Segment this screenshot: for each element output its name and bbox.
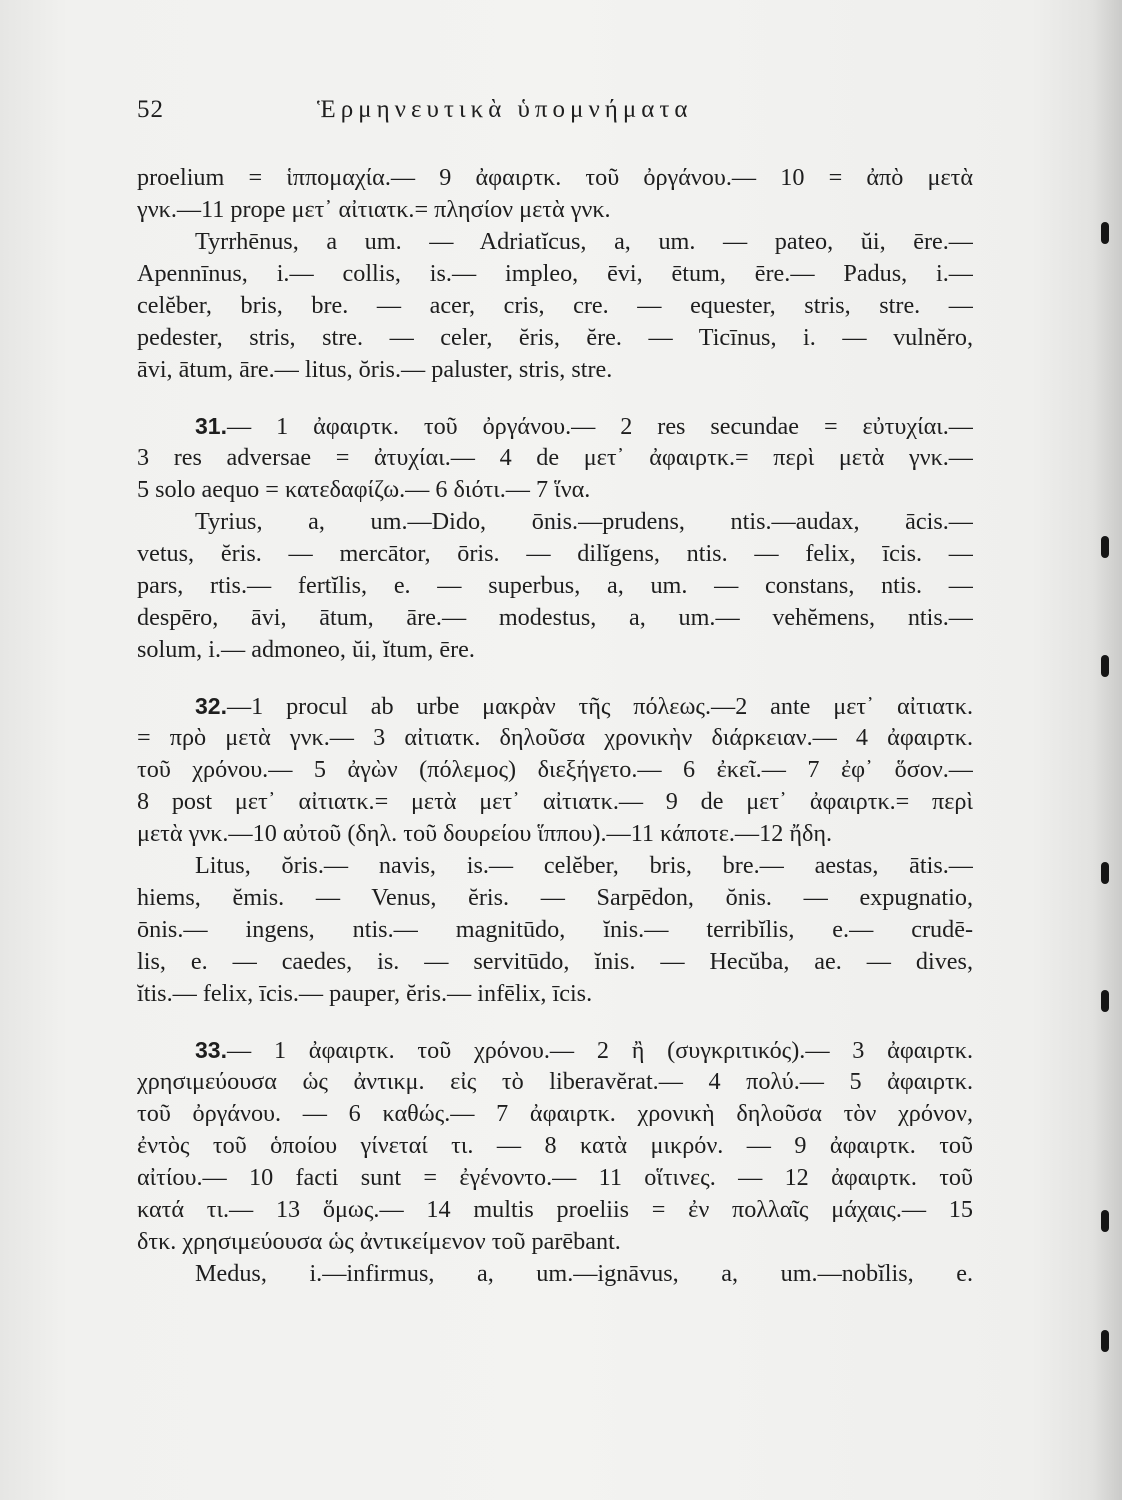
page-number: 52 [137,96,164,123]
vocab-line: pedester, stris, stre. — celer, ĕris, ĕre. — Ticīnus, i. — vulnĕro, [137,324,973,351]
text-line: τοῦ χρόνου.— 5 ἀγὼν (πόλεμος) διεξήγετο.— 6 ἐκεῖ.— 7 ἐφ᾽ ὅσον.— [137,756,973,783]
binding-hole-mark [1101,862,1109,884]
vocab-line: Tyrrhēnus, a um. — Adriatĭcus, a, um. — pateo, ŭi, ēre.— [195,228,973,255]
vocab-line: hiems, ĕmis. — Venus, ĕris. — Sarpēdon, ŏnis. — expugnatio, [137,884,973,911]
text-line: ἐντὸς τοῦ ὁποίου γίνεταί τι. — 8 κατὰ μικρόν. — 9 ἀφαιρτκ. τοῦ [137,1132,973,1159]
binding-hole-mark [1101,1210,1109,1232]
vocab-line: Medus, i.—infirmus, a, um.—ignāvus, a, um.—nobĭlis, e. [195,1260,973,1287]
vocab-line: ĭtis.— felix, īcis.— pauper, ĕris.— infēlix, īcis. [137,980,593,1007]
section-number: 33. [195,1037,227,1063]
section-gap [137,666,973,690]
running-title: Ἑρμηνευτικὰ ὑπομνήματα [317,96,693,123]
vocab-line: Apennīnus, i.— collis, is.— impleo, ēvi, ētum, ēre.— Padus, i.— [137,260,973,287]
text-line: κατά τι.— 13 ὅμως.— 14 multis proeliis = ἐν πολλαῖς μάχαις.— 15 [137,1196,973,1223]
vocab-line: āvi, ātum, āre.— litus, ŏris.— paluster, stris, stre. [137,356,613,383]
vocab-line: celĕber, bris, bre. — acer, cris, cre. — equester, stris, stre. — [137,292,973,319]
section-gap [137,386,973,410]
text-line: τοῦ ὀργάνου. — 6 καθώς.— 7 ἀφαιρτκ. χρονικὴ δηλοῦσα τὸν χρόνον, [137,1100,973,1127]
section-first-line [137,410,973,442]
section-31 [137,410,973,666]
section-30-continuation [137,162,973,386]
section-32 [137,690,973,1010]
page-body [137,162,973,1422]
section-first-line [137,1034,973,1066]
vocab-line: pars, rtis.— fertĭlis, e. — superbus, a, um. — constans, ntis. — [137,572,973,599]
text-line: χρησιμεύουσα ὡς ἀντικμ. εἰς τὸ liberavĕrat.— 4 πολύ.— 5 ἀφαιρτκ. [137,1068,973,1095]
section-first-line-text: — 1 ἀφαιρτκ. τοῦ ὀργάνου.— 2 res secundae = εὐτυχίαι.— [226,413,973,440]
text-line: αἰτίου.— 10 facti sunt = ἐγένοντο.— 11 οἵτινες. — 12 ἀφαιρτκ. τοῦ [137,1164,973,1191]
section-33 [137,1034,973,1290]
text-line: proelium = ἱππομαχία.— 9 ἀφαιρτκ. τοῦ ὀργάνου.— 10 = ἀπὸ μετὰ [137,164,973,191]
text-line: γνκ.—11 prope μετ᾽ αἰτιατκ.= πλησίον μετὰ γνκ. [137,196,611,223]
vocab-line: solum, i.— admoneo, ŭi, ĭtum, ēre. [137,636,475,663]
binding-hole-mark [1101,990,1109,1012]
text-line: 8 post μετ᾽ αἰτιατκ.= μετὰ μετ᾽ αἰτιατκ.— 9 de μετ᾽ ἀφαιρτκ.= περὶ [137,788,973,815]
section-gap [137,1010,973,1034]
binding-hole-mark [1101,222,1109,244]
text-line: = πρὸ μετὰ γνκ.— 3 αἰτιατκ. δηλοῦσα χρονικὴν διάρκειαν.— 4 ἀφαιρτκ. [137,724,973,751]
page-header [137,96,967,132]
text-line: 3 res adversae = ἀτυχίαι.— 4 de μετ᾽ ἀφαιρτκ.= περὶ μετὰ γνκ.— [137,444,973,471]
section-number: 32. [195,693,227,719]
vocab-line: Tyrius, a, um.—Dido, ōnis.—prudens, ntis.—audax, ācis.— [195,508,973,535]
binding-hole-mark [1101,1330,1109,1352]
section-first-line [137,690,973,722]
vocab-line: despēro, āvi, ātum, āre.— modestus, a, um.— vehĕmens, ntis.— [137,604,973,631]
binding-hole-mark [1101,655,1109,677]
section-first-line-text: — 1 ἀφαιρτκ. τοῦ χρόνου.— 2 ἢ (συγκριτικός).— 3 ἀφαιρτκ. [226,1037,973,1064]
text-line: μετὰ γνκ.—10 αὐτοῦ (δηλ. τοῦ δουρείου ἵππου).—11 κάποτε.—12 ἤδη. [137,820,833,847]
section-first-line-text: —1 procul ab urbe μακρὰν τῆς πόλεως.—2 ante μετ᾽ αἰτιατκ. [226,693,973,720]
vocab-line: Litus, ŏris.— navis, is.— celĕber, bris, bre.— aestas, ātis.— [195,852,973,879]
vocab-line: vetus, ĕris. — mercātor, ōris. — dilĭgens, ntis. — felix, īcis. — [137,540,973,567]
vocab-line: ōnis.— ingens, ntis.— magnitūdo, ĭnis.— terribĭlis, e.— crudē- [137,916,973,943]
text-line: δτκ. χρησιμεύουσα ὡς ἀντικείμενον τοῦ parēbant. [137,1228,621,1255]
vocab-line: lis, e. — caedes, is. — servitūdo, ĭnis. — Hecŭba, ae. — dives, [137,948,973,975]
binding-hole-mark [1101,536,1109,558]
section-number: 31. [195,413,227,439]
text-line: 5 solo aequo = κατεδαφίζω.— 6 διότι.— 7 ἵνα. [137,476,591,503]
